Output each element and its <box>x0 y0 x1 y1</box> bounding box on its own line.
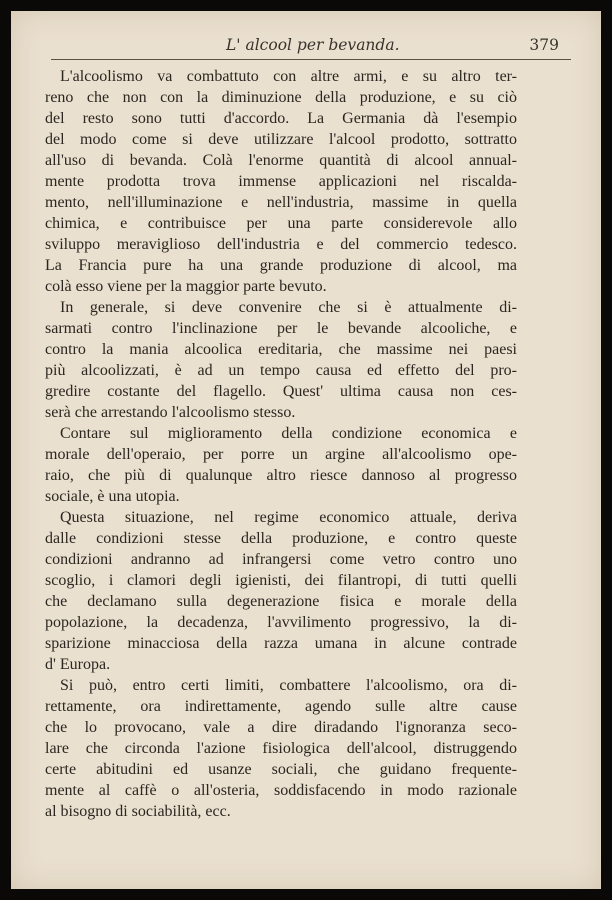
text-line: serà che arrestando l'alcoolismo stesso. <box>45 404 296 421</box>
text-line: scoglio, i clamori degli igienisti, dei filantropi, di tutti quelli <box>45 572 517 589</box>
page-header <box>51 25 571 60</box>
text-line: al bisogno di sociabilità, ecc. <box>45 803 231 820</box>
text-line: del modo come si deve utilizzare l'alcool prodotto, sottratto <box>45 131 517 148</box>
text-line: del resto sono tutti d'accordo. La Germania dà l'esempio <box>45 110 517 127</box>
paragraph <box>45 297 517 423</box>
text-line: In generale, si deve convenire che si è attualmente di- <box>60 299 517 316</box>
text-line: reno che non con la diminuzione della produzione, e su ciò <box>45 89 517 106</box>
text-line: all'uso di bevanda. Colà l'enorme quantità di alcool annual- <box>45 152 517 169</box>
text-line: rettamente, ora indirettamente, agendo sulle altre cause <box>45 698 517 715</box>
text-line: lare che circonda l'azione fisiologica dell'alcool, distruggendo <box>45 740 517 757</box>
text-line: sviluppo meraviglioso dell'industria e del commercio tedesco. <box>45 236 517 253</box>
text-line: contro la mania alcoolica ereditaria, che massime nei paesi <box>45 341 517 358</box>
text-line: d' Europa. <box>45 656 111 673</box>
text-line: sparizione minacciosa della razza umana in alcune contrade <box>45 635 517 652</box>
text-line: più alcoolizzati, è ad un tempo causa ed effetto del pro- <box>45 362 517 379</box>
text-line: gredire costante del flagello. Quest' ultima causa non ces- <box>45 383 517 400</box>
book-page <box>11 11 601 889</box>
text-line: Contare sul miglioramento della condizione economica e <box>60 425 517 442</box>
paragraph <box>45 423 517 507</box>
text-line: che lo provocano, vale a dire diradando l'ignoranza seco- <box>45 719 517 736</box>
paragraph <box>45 507 517 675</box>
text-line: certe abitudini ed usanze sociali, che guidano frequente- <box>45 761 517 778</box>
text-line: mento, nell'illuminazione e nell'industria, massime in quella <box>45 194 517 211</box>
text-line: morale dell'operaio, per porre un argine all'alcoolismo ope- <box>45 446 517 463</box>
text-line: Si può, entro certi limiti, combattere l'alcoolismo, ora di- <box>60 677 517 694</box>
text-line: che declamano sulla degenerazione fisica e morale della <box>45 593 517 610</box>
text-line: sociale, è una utopia. <box>45 488 180 505</box>
text-line: Questa situazione, nel regime economico attuale, deriva <box>60 509 517 526</box>
text-line: dalle condizioni stesse della produzione, e contro queste <box>45 530 517 547</box>
page-number: 379 <box>529 36 559 54</box>
paragraph <box>45 675 517 822</box>
text-line: mente prodotta trova immense applicazioni nel riscalda- <box>45 173 517 190</box>
text-line: raio, che più di qualunque altro riesce dannoso al progresso <box>45 467 517 484</box>
text-line: colà esso viene per la maggior parte bevuto. <box>45 278 327 295</box>
text-line: chimica, e contribuisce per una parte considerevole allo <box>45 215 517 232</box>
text-line: mente al caffè o all'osteria, soddisfacendo in modo razionale <box>45 782 517 799</box>
text-line: condizioni andranno ad infrangersi come vetro contro uno <box>45 551 517 568</box>
text-line: La Francia pure ha una grande produzione di alcool, ma <box>45 257 517 274</box>
paragraph <box>45 66 517 297</box>
running-title: L' alcool per bevanda. <box>226 36 400 54</box>
body-text <box>45 66 517 822</box>
text-line: popolazione, la decadenza, l'avvilimento progressivo, la di- <box>45 614 517 631</box>
text-line: L'alcoolismo va combattuto con altre armi, e su altro ter- <box>60 68 517 85</box>
text-line: sarmati contro l'inclinazione per le bevande alcooliche, e <box>45 320 517 337</box>
